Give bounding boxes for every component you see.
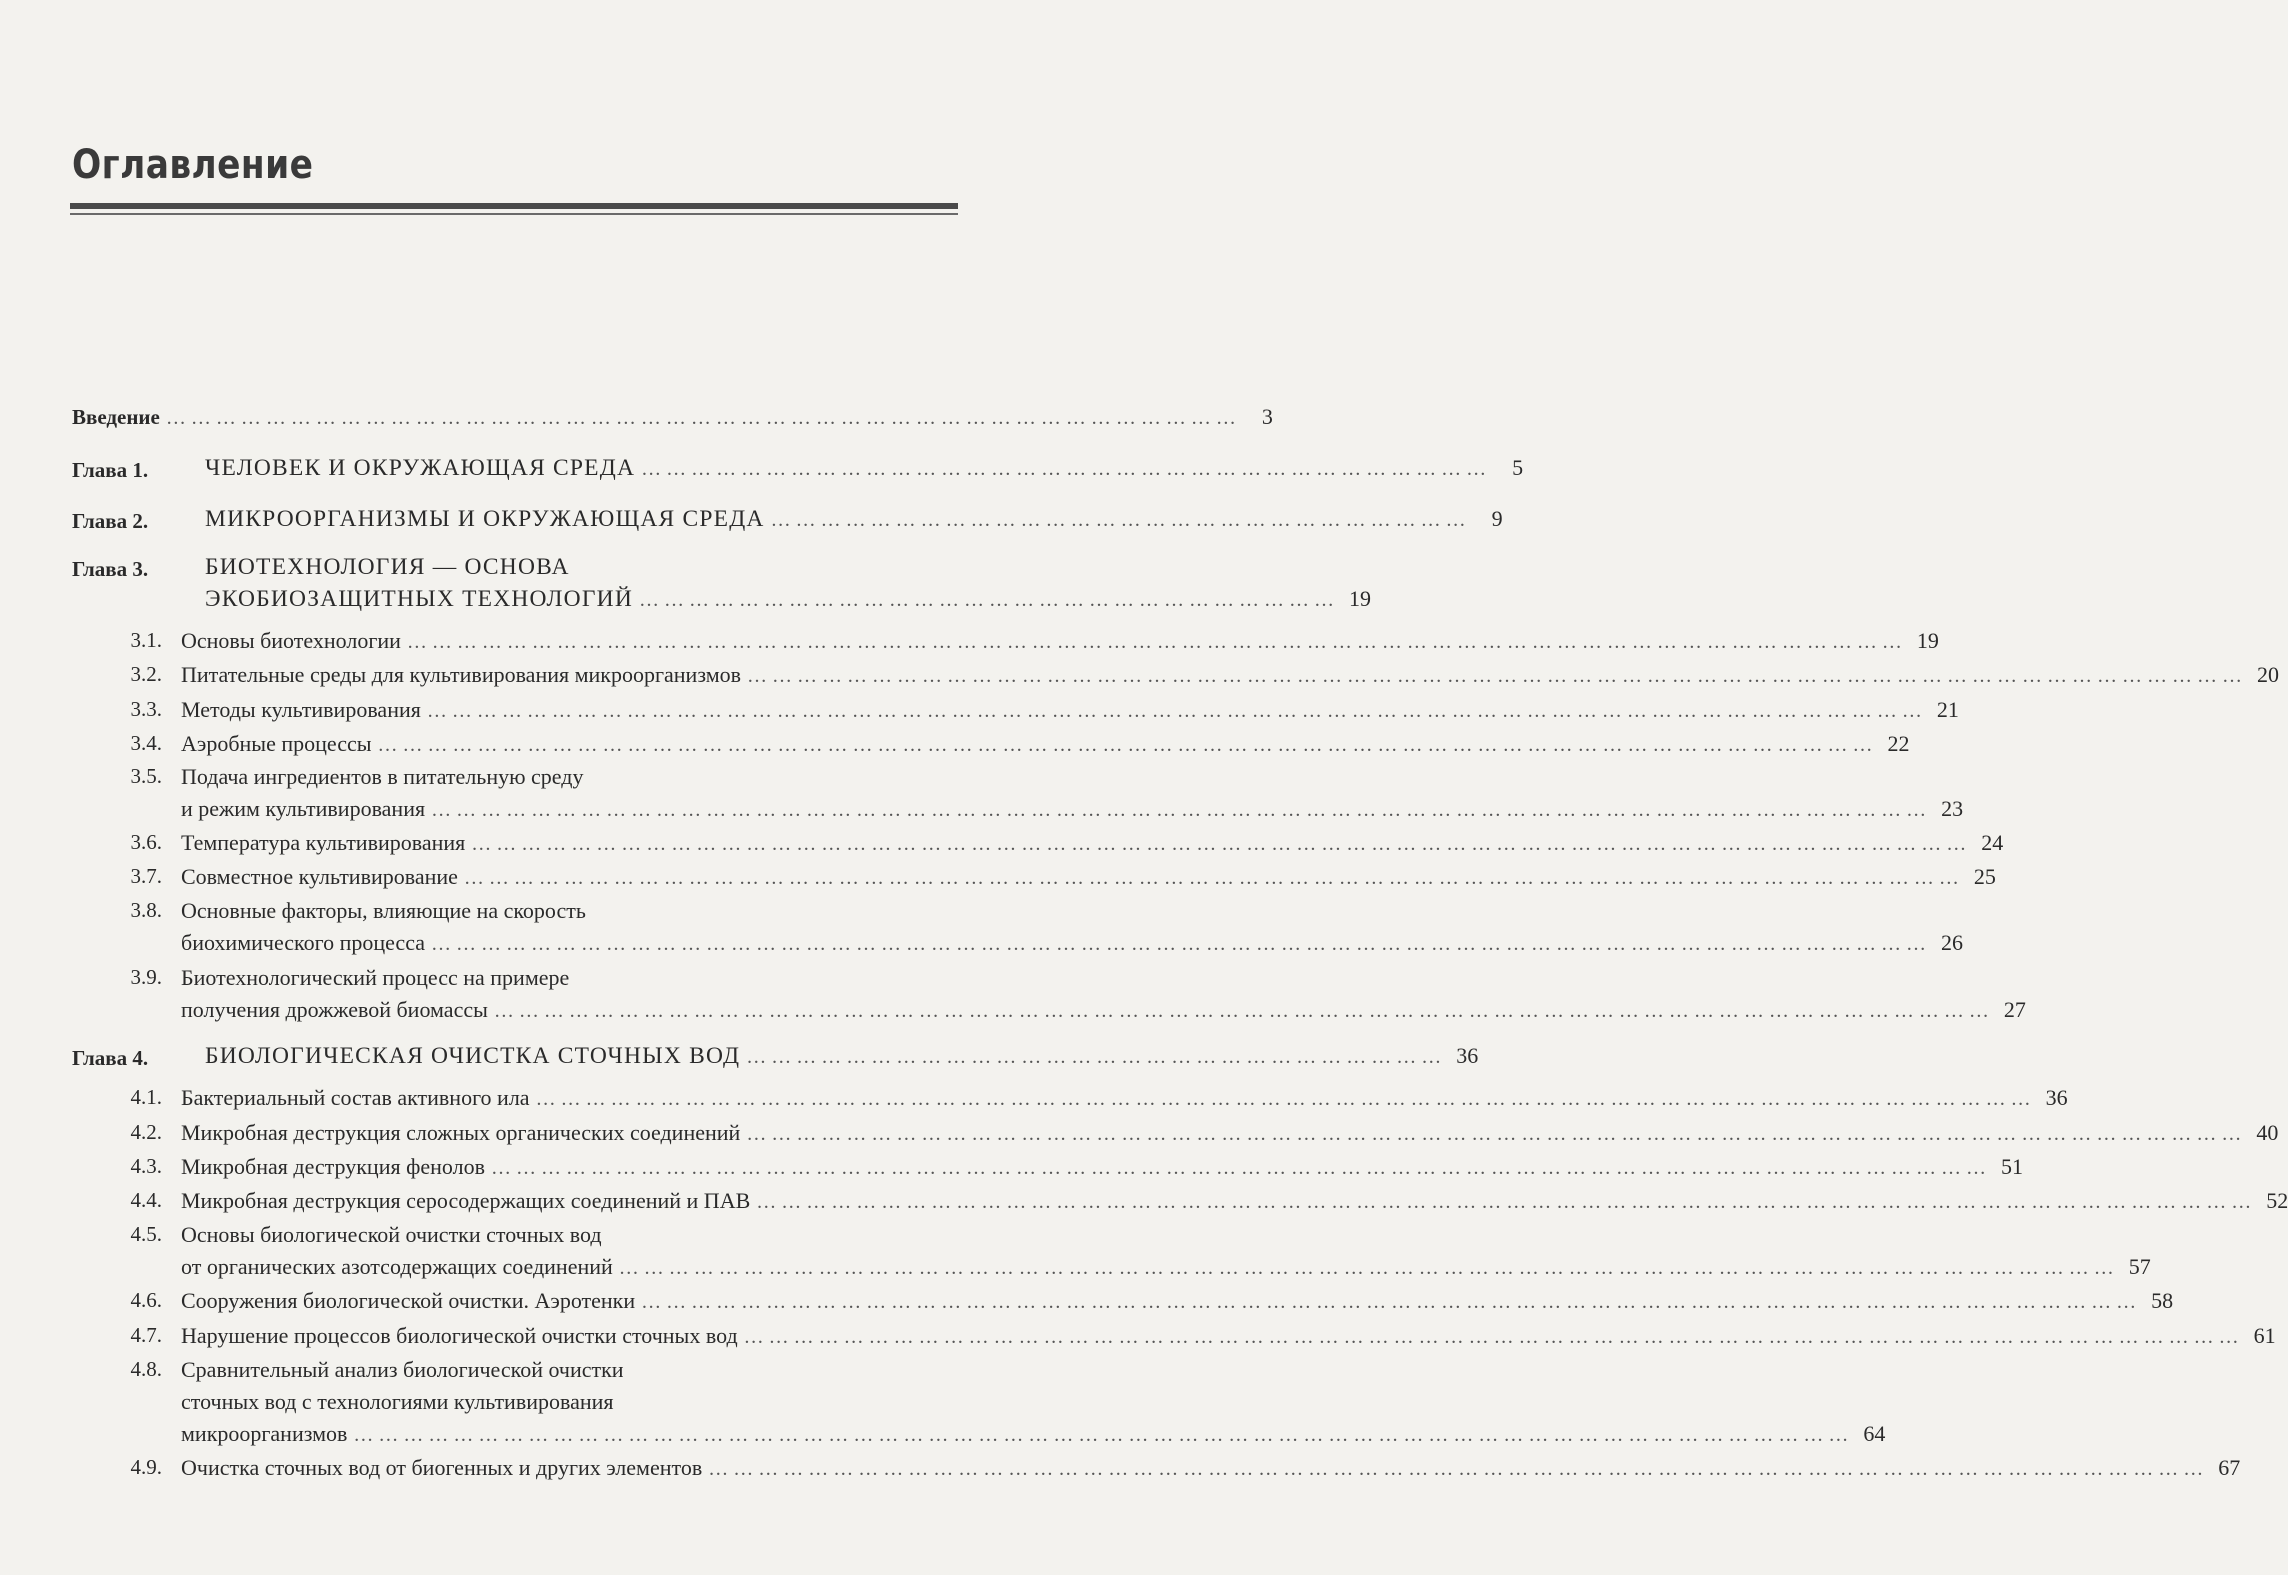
section-title-line1: Основные факторы, влияющие на скорость <box>181 898 586 923</box>
chapter-title: БИОЛОГИЧЕСКАЯ ОЧИСТКА СТОЧНЫХ ВОД <box>205 1043 741 1069</box>
leader-dots: ………………………………………………………………………………………………………………… <box>165 407 1241 429</box>
page-number: 26 <box>1941 930 1963 955</box>
section-number: 4.8. <box>130 1357 162 1381</box>
toc-entry-intro[interactable] <box>72 404 1273 430</box>
page-number: 9 <box>1491 506 1503 531</box>
section-title: Температура культивирования <box>181 830 466 855</box>
section-title-line2: сточных вод с технологиями культивирования <box>181 1389 614 1414</box>
leader-dots: ……………………………………………………………………………………………………………………………………………………………… <box>431 933 1931 955</box>
leader-dots: ……………………………………………………………………………………………………………………………………………………………… <box>463 867 1964 889</box>
page-number: 57 <box>2128 1254 2151 1279</box>
chapter-title: МИКРООРГАНИЗМЫ И ОКРУЖАЮЩАЯ СРЕДА <box>205 506 765 532</box>
toc-entry-section[interactable] <box>181 628 1939 654</box>
leader-dots: ………………………………………………………………………………………… <box>641 458 1492 480</box>
chapter-label: Глава 2. <box>72 509 149 533</box>
toc-entry-section[interactable] <box>181 830 2004 856</box>
section-title-line1: Биотехнологический процесс на примере <box>181 965 570 990</box>
section-number: 3.2. <box>130 662 162 686</box>
toc-entry-section[interactable] <box>181 1188 2288 1214</box>
page-number: 51 <box>2000 1154 2023 1179</box>
page-number: 19 <box>1349 586 1371 611</box>
leader-dots: ………………………………………………………………………… <box>746 1046 1447 1068</box>
section-number: 4.9. <box>130 1455 162 1479</box>
toc-entry-chapter-3[interactable] <box>205 586 1371 613</box>
section-number: 3.1. <box>130 628 162 652</box>
chapter-label: Глава 3. <box>72 557 149 581</box>
page-number: 58 <box>2151 1288 2174 1313</box>
leader-dots: ………………………………………………………………………… <box>770 509 1471 531</box>
page-number: 40 <box>2256 1120 2279 1145</box>
toc-entry-section[interactable] <box>181 930 1963 956</box>
toc-entry-section[interactable] <box>181 1455 2241 1481</box>
section-title: микроорганизмов <box>181 1421 348 1446</box>
section-number: 3.7. <box>130 864 162 888</box>
chapter-label: Глава 1. <box>72 458 149 482</box>
toc-entry-section[interactable] <box>181 731 1910 757</box>
title-rule-thin <box>70 213 958 215</box>
section-title: и режим культивирования <box>181 796 426 821</box>
section-title: от органических азотсодержащих соединений <box>181 1254 613 1279</box>
leader-dots: ……………………………………………………………………………………………………………………………………………………………… <box>747 665 2248 687</box>
section-title: Аэробные процессы <box>181 731 372 756</box>
section-title-line1: Сравнительный анализ биологической очистки <box>181 1357 624 1382</box>
page-number: 25 <box>1973 864 1996 889</box>
section-number: 3.3. <box>130 697 162 721</box>
leader-dots: ……………………………………………………………………………………………………………………………………………………………… <box>756 1191 2257 1213</box>
leader-dots: ………………………………………………………………………… <box>639 589 1339 611</box>
page-number: 23 <box>1941 796 1964 821</box>
section-number: 4.4. <box>130 1188 162 1212</box>
page-number: 21 <box>1936 697 1959 722</box>
leader-dots: ……………………………………………………………………………………………………………………………………………………………… <box>535 1088 2036 1110</box>
section-title: Микробная деструкция сложных органических соединений <box>181 1120 741 1145</box>
page-number: 52 <box>2266 1188 2288 1213</box>
section-title: Бактериальный состав активного ила <box>181 1085 530 1110</box>
page-number: 36 <box>2045 1085 2068 1110</box>
section-title-line1: Подача ингредиентов в питательную среду <box>181 764 584 789</box>
toc-entry-chapter-2[interactable] <box>205 506 1503 533</box>
leader-dots: ……………………………………………………………………………………………………………………………………………………………… <box>406 631 1907 653</box>
chapter-title-line2: ЭКОБИОЗАЩИТНЫХ ТЕХНОЛОГИЙ <box>205 586 633 612</box>
toc-entry-section[interactable] <box>181 864 1996 890</box>
section-title: Микробная деструкция серосодержащих соединений и ПАВ <box>181 1188 751 1213</box>
leader-dots: ……………………………………………………………………………………………………………………………………………………………… <box>490 1157 1991 1179</box>
section-title: Микробная деструкция фенолов <box>181 1154 485 1179</box>
section-number: 3.4. <box>130 731 162 755</box>
leader-dots: ……………………………………………………………………………………………………………………………………………………………… <box>471 833 1972 855</box>
page-number: 36 <box>1456 1043 1479 1068</box>
section-number: 3.9. <box>130 965 162 989</box>
section-number: 4.7. <box>130 1323 162 1347</box>
section-title-line1: Основы биологической очистки сточных вод <box>181 1222 602 1247</box>
page-number: 19 <box>1916 628 1939 653</box>
toc-entry-section[interactable] <box>181 1254 2151 1280</box>
toc-entry-section[interactable] <box>181 796 1964 822</box>
leader-dots: ……………………………………………………………………………………………………………………………………………………………… <box>641 1291 2142 1313</box>
leader-dots: ……………………………………………………………………………………………………………………………………………………………… <box>708 1458 2209 1480</box>
toc-entry-section[interactable] <box>181 1421 1886 1447</box>
section-title: получения дрожжевой биомассы <box>181 997 488 1022</box>
toc-entry-section[interactable] <box>181 1120 2279 1146</box>
toc-entry-section[interactable] <box>181 1323 2276 1349</box>
section-title: биохимического процесса <box>181 930 425 955</box>
page-number: 24 <box>1981 830 2004 855</box>
toc-entry-section[interactable] <box>181 1288 2174 1314</box>
page-number: 64 <box>1863 1421 1886 1446</box>
chapter-title-line1: БИОТЕХНОЛОГИЯ — ОСНОВА <box>205 554 570 580</box>
section-title: Сооружения биологической очистки. Аэротенки <box>181 1288 636 1313</box>
page-number: 67 <box>2218 1455 2241 1480</box>
leader-dots: ……………………………………………………………………………………………………………………………………………………………… <box>377 734 1878 756</box>
section-number: 4.5. <box>130 1222 162 1246</box>
section-number: 4.1. <box>130 1085 162 1109</box>
chapter-label: Глава 4. <box>72 1046 149 1070</box>
section-title: Совместное культивирование <box>181 864 458 889</box>
leader-dots: ……………………………………………………………………………………………………………………………………………………………… <box>493 1000 1994 1022</box>
leader-dots: ……………………………………………………………………………………………………………………………………………………………… <box>431 799 1932 821</box>
page-title: Оглавление <box>72 142 314 188</box>
page-number: 61 <box>2253 1323 2276 1348</box>
chapter-title: ЧЕЛОВЕК И ОКРУЖАЮЩАЯ СРЕДА <box>205 455 636 481</box>
intro-label: Введение <box>72 405 160 429</box>
toc-entry-section[interactable] <box>181 1154 2023 1180</box>
title-rule-thick <box>70 203 958 209</box>
leader-dots: ……………………………………………………………………………………………………………………………………………………………… <box>353 1424 1854 1446</box>
section-number: 3.5. <box>130 764 162 788</box>
toc-entry-section[interactable] <box>181 1085 2068 1111</box>
toc-entry-chapter-4[interactable] <box>205 1043 1479 1070</box>
toc-entry-section[interactable] <box>181 662 2280 688</box>
leader-dots: ……………………………………………………………………………………………………………………………………………………………… <box>743 1326 2244 1348</box>
toc-entry-chapter-1[interactable] <box>205 455 1524 482</box>
leader-dots: ……………………………………………………………………………………………………………………………………………………………… <box>618 1257 2119 1279</box>
section-title: Нарушение процессов биологической очистки сточных вод <box>181 1323 738 1348</box>
section-title: Очистка сточных вод от биогенных и других элементов <box>181 1455 703 1480</box>
page-number: 5 <box>1512 455 1524 480</box>
page-number: 22 <box>1887 731 1910 756</box>
section-title: Питательные среды для культивирования микроорганизмов <box>181 662 742 687</box>
page-number: 20 <box>2257 662 2280 687</box>
section-number: 3.8. <box>130 898 162 922</box>
section-number: 4.6. <box>130 1288 162 1312</box>
page-number: 27 <box>2003 997 2026 1022</box>
section-title: Основы биотехнологии <box>181 628 401 653</box>
section-title: Методы культивирования <box>181 697 421 722</box>
section-number: 3.6. <box>130 830 162 854</box>
toc-entry-section[interactable] <box>181 997 2026 1023</box>
toc-entry-section[interactable] <box>181 697 1959 723</box>
page-number: 3 <box>1261 404 1273 429</box>
leader-dots: ……………………………………………………………………………………………………………………………………………………………… <box>746 1123 2247 1145</box>
section-number: 4.3. <box>130 1154 162 1178</box>
leader-dots: ……………………………………………………………………………………………………………………………………………………………… <box>426 700 1927 722</box>
section-number: 4.2. <box>130 1120 162 1144</box>
